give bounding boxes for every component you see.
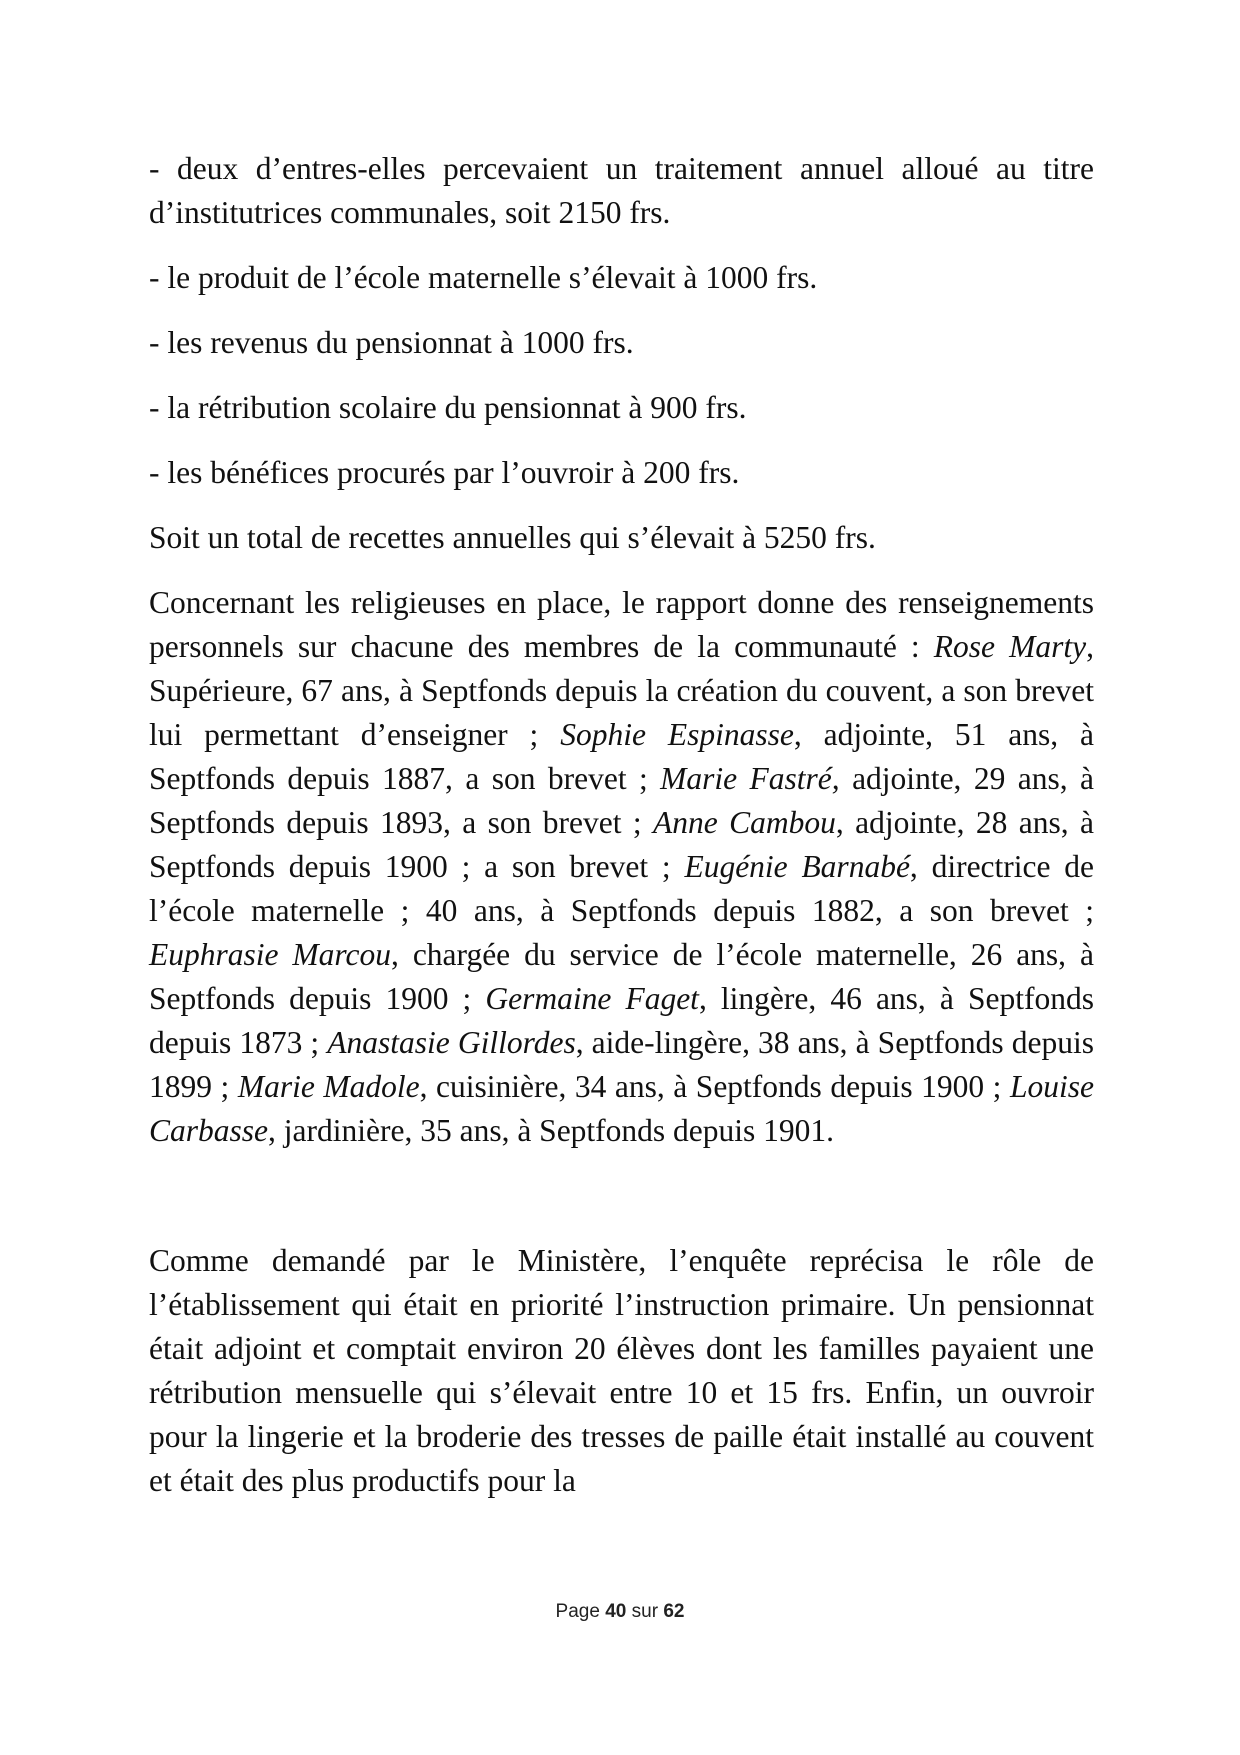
members-paragraph [149, 581, 1094, 1153]
list-item-pensionnat-revenus: - les revenus du pensionnat à 1000 frs. [149, 325, 634, 360]
total-line: Soit un total de recettes annuelles qui s’élevait à 5250 frs. [149, 520, 876, 555]
member-details: , lingère, 46 ans, à Septfonds depuis 1873 ; [149, 981, 1094, 1060]
member-name: Rose Marty [933, 629, 1087, 664]
member-details: , jardinière, 35 ans, à Septfonds depuis 1901. [268, 1113, 835, 1148]
members-intro: Concernant les religieuses en place, le rapport donne des renseignements personnels sur chacune des membres de la communauté : [149, 585, 1094, 664]
document-body [149, 147, 1094, 1524]
member-name: Eugénie Barnabé [684, 849, 910, 884]
member-details: adjointe, 29 ans, à Septfonds depuis 1893, a son brevet ; [149, 761, 1094, 840]
page-footer [0, 1601, 1240, 1623]
list-item-pensionnat-retribution: - la rétribution scolaire du pensionnat à 900 frs. [149, 390, 747, 425]
member-details: , directrice de l’école maternelle ; 40 ans, à Septfonds depuis 1882, a son brevet ; [149, 849, 1094, 928]
list-item-ouvroir: - les bénéfices procurés par l’ouvroir à 200 frs. [149, 455, 740, 490]
member-name: Anne Cambou [653, 805, 836, 840]
list-item-maternelle: - le produit de l’école maternelle s’élevait à 1000 frs. [149, 260, 818, 295]
final-paragraph: Comme demandé par le Ministère, l’enquête reprécisa le rôle de l’établissement qui était en priorité l’instruction primaire. Un pensionnat était adjoint et comptait environ 20 élèves dont les familles payaient une rétribution mensuelle qui s’élevait entre 10 et 15 frs. Enfin, un ouvroir pour la lingerie et la broderie des tresses de paille était installé au couvent et était des plus productifs pour la [149, 1243, 1094, 1498]
member-name: Marie Fastré, [660, 761, 840, 796]
member-details: , aide-lingère, 38 ans, à Septfonds depuis 1899 ; [149, 1025, 1095, 1104]
member-details: , adjointe, 28 ans, à Septfonds depuis 1900 ; a son brevet ; [149, 805, 1094, 884]
member-name: Marie Madole [237, 1069, 420, 1104]
member-name: Sophie Espinasse [560, 717, 794, 752]
list-item-salaries: - deux d’entres-elles percevaient un traitement annuel alloué au titre d’institutrices communales, soit 2150 frs. [149, 151, 1094, 230]
member-name: Euphrasie Marcou [149, 937, 391, 972]
page-separator: sur [631, 1601, 659, 1622]
member-details: , Supérieure, 67 ans, à Septfonds depuis la création du couvent, a son brevet lui permettant d’enseigner ; [149, 629, 1094, 752]
member-name: Germaine Faget [485, 981, 699, 1016]
current-page-number: 40 [605, 1601, 627, 1622]
page-label: Page [555, 1601, 600, 1622]
member-details: , adjointe, 51 ans, à Septfonds depuis 1887, a son brevet ; [149, 717, 1094, 796]
member-details: , cuisinière, 34 ans, à Septfonds depuis 1900 ; [419, 1069, 1010, 1104]
member-name: Louise Carbasse [149, 1069, 1094, 1148]
total-pages-number: 62 [663, 1601, 685, 1622]
member-details: , chargée du service de l’école maternelle, 26 ans, à Septfonds depuis 1900 ; [149, 937, 1094, 1016]
member-name: Anastasie Gillordes [327, 1025, 576, 1060]
